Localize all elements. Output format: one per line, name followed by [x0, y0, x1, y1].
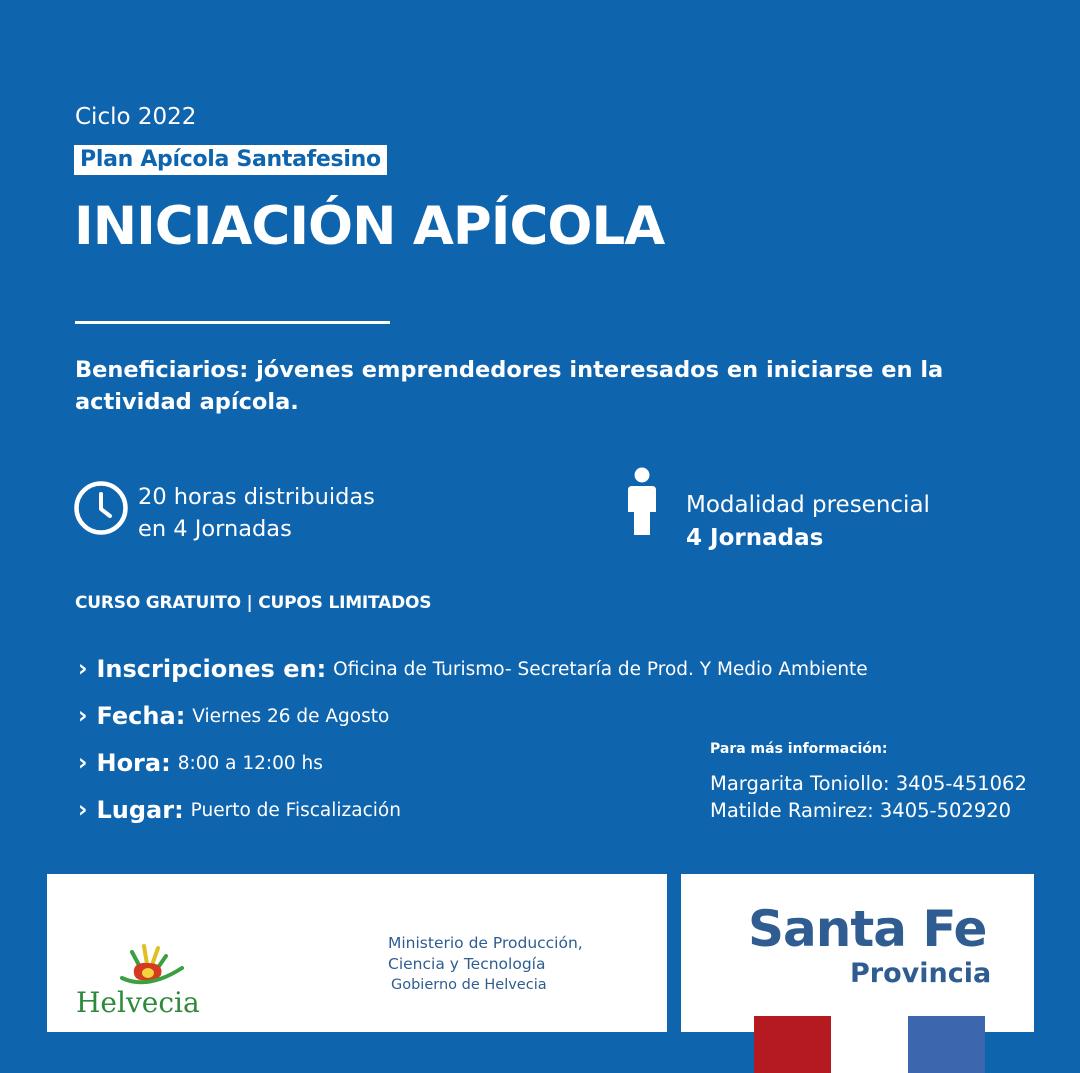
detail-label: Hora:	[96, 749, 171, 777]
chevron-right-icon: ›	[78, 797, 88, 823]
ministry-line-2: Ciencia y Tecnología	[388, 955, 546, 973]
flag-stripe-white	[831, 1016, 908, 1073]
clock-icon	[73, 480, 129, 536]
chevron-right-icon: ›	[78, 656, 88, 682]
flag-stripe-blue	[908, 1016, 985, 1073]
page-title: INICIACIÓN APÍCOLA	[74, 196, 665, 257]
hours-line-1: 20 horas distribuidas	[138, 484, 375, 510]
plan-badge: Plan Apícola Santafesino	[74, 145, 387, 175]
helvecia-logo	[74, 942, 214, 1022]
divider	[75, 321, 390, 324]
detail-value: Puerto de Fiscalización	[190, 799, 401, 821]
santa-fe-logo-text: Santa Fe	[748, 900, 987, 958]
ministry-line-3: Gobierno de Helvecia	[391, 977, 547, 993]
detail-row-inscripciones	[78, 655, 868, 683]
beneficiarios-text: Beneficiarios: jóvenes emprendedores interesados en iniciarse en la actividad apícola.	[75, 357, 944, 415]
person-icon	[626, 467, 658, 537]
chevron-right-icon: ›	[78, 703, 88, 729]
detail-value: Viernes 26 de Agosto	[192, 705, 390, 727]
detail-value: 8:00 a 12:00 hs	[177, 752, 323, 774]
provincia-logo-text: Provincia	[850, 958, 992, 989]
flag-stripe-red	[754, 1016, 831, 1073]
modalidad-line-1: Modalidad presencial	[686, 492, 930, 518]
modalidad-text	[686, 489, 930, 555]
detail-row-lugar	[78, 796, 401, 824]
ministry-line-1: Ministerio de Producción,	[388, 934, 583, 952]
hours-text	[138, 481, 375, 545]
detail-row-hora	[78, 749, 323, 777]
info-heading: Para más información:	[710, 741, 888, 757]
ministry-text	[388, 933, 583, 996]
chevron-right-icon: ›	[78, 750, 88, 776]
contact-line: Margarita Toniollo: 3405-451062	[710, 772, 1027, 795]
contact-line: Matilde Ramirez: 3405-502920	[710, 799, 1012, 822]
detail-row-fecha	[78, 702, 389, 730]
detail-label: Fecha:	[96, 702, 186, 730]
detail-value: Oficina de Turismo- Secretaría de Prod. Y Medio Ambiente	[333, 658, 868, 680]
svg-text:Helvecia: Helvecia	[76, 986, 200, 1019]
gratis-banner: CURSO GRATUITO | CUPOS LIMITADOS	[75, 593, 432, 613]
modalidad-line-2: 4 Jornadas	[686, 525, 824, 551]
hours-line-2: en 4 Jornadas	[138, 516, 292, 542]
detail-label: Inscripciones en:	[96, 655, 327, 683]
detail-label: Lugar:	[96, 796, 184, 824]
ciclo-label: Ciclo 2022	[75, 104, 197, 130]
